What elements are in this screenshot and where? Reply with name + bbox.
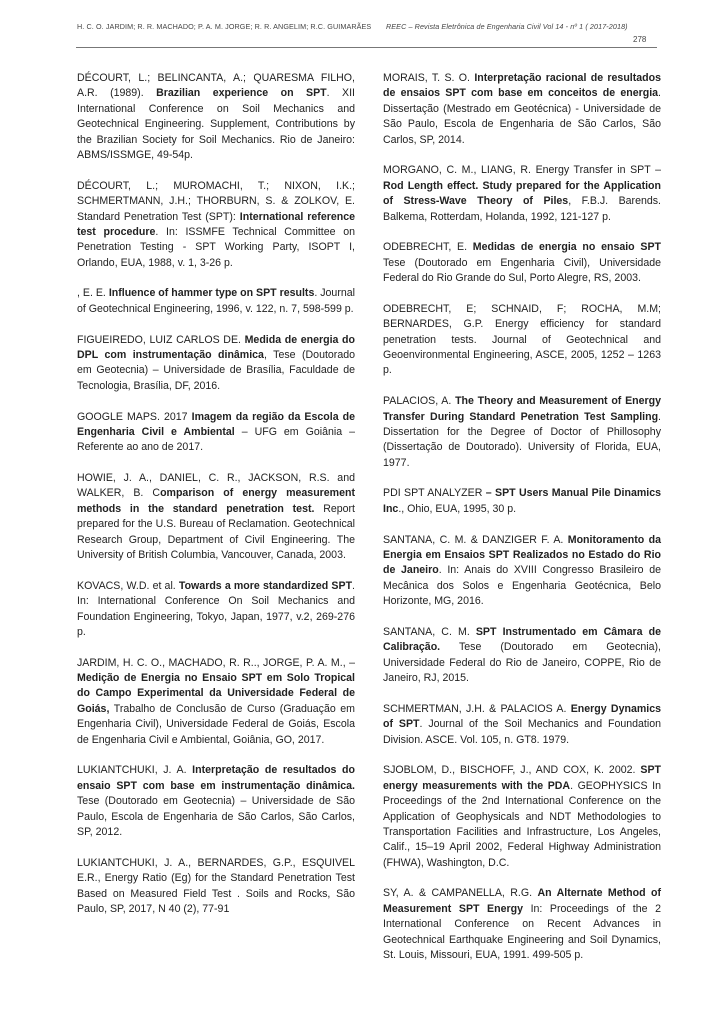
reference-text: Tese (Doutorado em Geotecnia), Universidade Federal do Rio de Janeiro, COPPE, Rio de Janeiro, RJ, 2015. <box>383 641 661 685</box>
reference-text: ., Ohio, EUA, 1995, 30 p. <box>398 502 517 515</box>
reference-text: . Journal of the Soil Mechanics and Foundation Division. ASCE. Vol. 105, n. GT8. 1979. <box>383 718 661 746</box>
reference-title: omparison of energy measurement methods in the standard penetration test. <box>77 487 355 515</box>
reference-text: ODEBRECHT, E. <box>383 241 473 254</box>
reference-title: Medição de Energia no Ensaio SPT em Solo Tropical do Campo Experimental da Universidade Federal de Goiás, <box>77 672 355 715</box>
reference-text: MORGANO, C. M., LIANG, R. Energy Transfer in SPT – <box>383 164 661 177</box>
reference-text: SANTANA, C. M. & DANZIGER F. A. <box>383 533 568 546</box>
reference-title: SPT Instrumentado em Câmara de Calibração. <box>383 625 661 654</box>
reference-entry <box>383 486 661 517</box>
reference-text: Tese (Doutorado em Engenharia Civil), Universidade Federal do Rio Grande do Sul, Porto Alegre, RS, 2003. <box>383 256 661 285</box>
reference-text: ODEBRECHT, E; SCHNAID, F; ROCHA, M.M; BERNARDES, G.P. Energy efficiency for standard penetration tests. Journal of Geotechnical and Geoenvironmental Engineering, ASCE, 2005, 1252 – 1263 p. <box>383 302 661 377</box>
reference-text: HOWIE, J. A., DANIEL, C. R., JACKSON, R.S. and WALKER, B. C <box>77 472 355 500</box>
reference-entry <box>383 763 661 871</box>
reference-text: – UFG em Goiânia – Referente ao ano de 2017. <box>77 425 355 454</box>
reference-title: Medida de energia do DPL com instrumentação dinâmica <box>77 333 356 361</box>
reference-text: Trabalho de Conclusão de Curso (Graduação em Engenharia Civil), Universidade Federal de Goiás, Escola de Engenharia Civil e Ambiental, Goiânia, GO, 2017. <box>77 702 355 746</box>
reference-title: Medidas de energia no ensaio SPT <box>472 241 661 254</box>
reference-text: MORAIS, T. S. O. <box>383 72 475 84</box>
reference-text: , Tese (Doutorado em Geotecnia) – Universidade de Brasília, Faculdade de Tecnologia, Brasília, DF, 2016. <box>77 348 356 392</box>
reference-text: DÉCOURT, L.; BELINCANTA, A.; QUARESMA FILHO, A.R. (1989). <box>77 72 355 100</box>
reference-text: . GEOPHYSICS In Proceedings of the 2nd International Conference on the Application of Geophysicals and NDT Methodologies to Transportation Facilities and Infrastructure, Los Angeles, Calif., 15–19 April 2002, Federal Highway Administration (FHWA), Washington, D.C. <box>383 779 661 869</box>
reference-text: . In: International Conference On Soil Mechanics and Foundation Engineering, Tokyo, Japan, 1977, v.2, 269-276 p. <box>77 579 355 638</box>
reference-text: . Dissertação (Mestrado em Geotécnica) - Universidade de São Paulo, Escola de Engenharia de São Carlos, São Carlos, SP, 2014. <box>383 87 661 146</box>
reference-entry <box>383 163 661 225</box>
reference-entry <box>383 533 661 610</box>
reference-entry <box>77 333 355 395</box>
reference-text: JARDIM, H. C. O., MACHADO, R. R.., JORGE, P. A. M., – <box>77 656 355 669</box>
reference-title: Interpretação de resultados do ensaio SPT com base em instrumentação dinâmica. <box>77 764 355 792</box>
reference-text: , F.B.J. Barends. Balkema, Rotterdam, Holanda, 1992, 121-127 p. <box>383 195 661 223</box>
running-header-journal: REEC – Revista Eletrônica de Engenharia Civil Vol 14 - nº 1 ( 2017-2018) <box>386 22 628 31</box>
reference-entry <box>383 886 661 963</box>
reference-title: – SPT Users Manual Pile Dinamics Inc <box>383 487 661 515</box>
reference-text: SJOBLOM, D., BISCHOFF, J., AND COX, K. 2002. <box>383 764 641 777</box>
reference-entry <box>77 579 355 641</box>
running-header-authors: H. C. O. JARDIM; R. R. MACHADO; P. A. M. JORGE; R. R. ANGELIM; R.C. GUIMARÃES <box>77 22 372 31</box>
reference-text: DÉCOURT, L.; MUROMACHI, T.; NIXON, I.K.; SCHMERTMANN, J.H.; THORBURN, S. & ZOLKOV, E. Standard Penetration Test (SPT): <box>77 179 355 223</box>
reference-title: The Theory and Measurement of Energy Transfer During Standard Penetration Test Sampling <box>383 395 661 423</box>
reference-text: Tese (Doutorado em Geotecnia) – Universidade de São Paulo, Escola de Engenharia de São Carlos, São Carlos, SP, 2012. <box>77 795 355 839</box>
reference-title: Brazilian experience on SPT <box>156 87 327 100</box>
reference-entry <box>383 71 661 148</box>
reference-entry <box>77 471 355 563</box>
reference-entry <box>77 179 355 271</box>
reference-title: International reference test procedure <box>77 210 355 238</box>
reference-text: LUKIANTCHUKI, J. A., BERNARDES, G.P., ESQUIVEL E.R., Energy Ratio (Eg) for the Standard Penetration Test Based on Measured Field Test . Soils and Rocks, São Paulo, SP, 2017, N 40 (2), 77-91 <box>77 856 355 915</box>
reference-entry <box>77 71 355 163</box>
reference-title: Imagem da região da Escola de Engenharia Civil e Ambiental <box>77 410 356 438</box>
reference-text: FIGUEIREDO, LUIZ CARLOS DE. <box>77 333 245 346</box>
reference-title: Towards a more standardized SPT <box>178 579 353 592</box>
reference-text: SANTANA, C. M. <box>383 625 476 638</box>
reference-text: PDI SPT ANALYZER <box>383 487 486 500</box>
reference-text: In: Proceedings of the 2 International Conference on Recent Advances in Geotechnical Earthquake Engineering and Soil Dynamics, St. Louis, Missouri, EUA, 1991. 499-505 p. <box>383 902 662 962</box>
reference-text: GOOGLE MAPS. 2017 <box>77 410 192 423</box>
reference-title: Monitoramento da Energia em Ensaios SPT Realizados no Estado do Rio de Janeiro <box>383 533 662 577</box>
reference-entry <box>383 394 661 471</box>
reference-entry <box>383 302 661 379</box>
reference-text: Report prepared for the U.S. Bureau of Reclamation. Geotechnical Research Group, Department of Civil Engineering. The University of British Columbia, Vancouver, Canada, 2003. <box>77 502 355 562</box>
reference-text: . In: Anais do XVIII Congresso Brasileiro de Mecânica dos Solos e Engenharia Geotécnica, Belo Horizonte, MG, 2016. <box>383 564 662 608</box>
reference-text: . Dissertation for the Degree of Doctor of Phillosophy (Dissertação de Doutorado). University of Florida, EUA, 1977. <box>383 410 661 469</box>
reference-entry <box>77 856 355 918</box>
reference-entry <box>77 410 355 456</box>
reference-text: , E. E. <box>77 287 109 300</box>
reference-text: PALACIOS, A. <box>383 395 456 408</box>
reference-text: LUKIANTCHUKI, J. A. <box>77 764 193 777</box>
reference-title: Energy Dynamics of SPT <box>383 702 661 731</box>
reference-title: Rod Length effect. Study prepared for the Application of Stress-Wave Theory of Piles <box>383 179 661 208</box>
reference-entry <box>383 240 661 286</box>
reference-title: Interpretação racional de resultados de ensaios SPT com base em conceitos de energia <box>383 72 661 100</box>
page-number: 278 <box>633 35 647 44</box>
reference-entry <box>383 625 661 687</box>
reference-text: KOVACS, W.D. et al. <box>77 579 179 592</box>
reference-text: . XII International Conference on Soil Mechanics and Geotechnical Engineering. Supplement, Contributions by the Brazilian Society for Soil Mechanics. Rio de Janeiro: ABMS/ISSMGE, 49-54p. <box>77 87 355 162</box>
references-right-column <box>383 71 661 979</box>
reference-text: SY, A. & CAMPANELLA, R.G. <box>383 887 538 900</box>
reference-text: . Journal of Geotechnical Engineering, 1996, v. 122, n. 7, 598-599 p. <box>77 287 355 315</box>
header-rule <box>76 47 657 48</box>
reference-text: SCHMERTMAN, J.H. & PALACIOS A. <box>383 702 571 715</box>
reference-entry <box>383 702 661 748</box>
reference-entry <box>77 656 355 748</box>
references-left-column <box>77 71 355 933</box>
reference-entry <box>77 286 355 317</box>
reference-title: Influence of hammer type on SPT results <box>108 287 315 300</box>
reference-title: An Alternate Method of Measurement SPT Energy <box>383 887 661 915</box>
reference-text: . In: ISSMFE Technical Committee on Penetration Testing - SPT Working Party, ISOPT I, Orlando, EUA, 1988, v. 1, 3-26 p. <box>77 225 355 269</box>
reference-title: SPT energy measurements with the PDA <box>383 764 661 792</box>
reference-entry <box>77 763 355 840</box>
